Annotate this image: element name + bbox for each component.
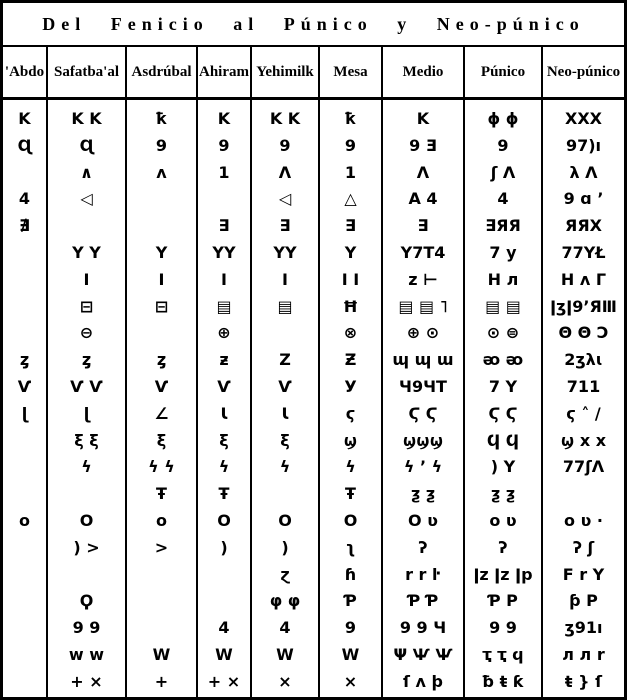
glyph-cell-r9-c1 (3, 320, 46, 347)
glyph-cell-r1-c6: ҟ (345, 109, 356, 128)
glyph-cell-r14-c5: ϟ (279, 457, 291, 477)
glyph-cell-r13-c9: ϣ x x (560, 430, 607, 450)
glyph-cell-r13-c7: ϣϣϣ (402, 430, 444, 450)
glyph-cell-r19-c2: Ϙ (79, 591, 94, 611)
glyph-cell-r4-c2: ◁ (80, 189, 93, 209)
glyph-cell-r22-c4: + × (207, 671, 241, 691)
glyph-cell-r21-c6: W (341, 644, 360, 664)
glyph-cell-r10-c4: ƶ (219, 350, 229, 370)
glyph-cell-r18-c2 (48, 562, 125, 589)
glyph-cell-r1-c5: K K (269, 109, 301, 128)
glyph-cell-r3-c2: ∧ (80, 162, 93, 182)
column-header-abdo: 'Abdo (3, 47, 48, 97)
glyph-cell-r14-c1 (3, 454, 46, 481)
glyph-cell-r3-c3: ʌ (156, 162, 167, 182)
glyph-cell-r18-c4 (198, 562, 250, 589)
glyph-cell-r18-c3 (127, 562, 196, 589)
glyph-cell-r17-c3: > (154, 537, 169, 557)
glyph-cell-r3-c4: 1 (218, 162, 230, 182)
glyph-cell-r15-c9 (543, 481, 624, 508)
column-header-ahiram: Ahiram (198, 47, 252, 97)
glyph-cell-r1-c8: ɸ ɸ (487, 109, 519, 128)
glyph-cell-r20-c4: 4 (218, 618, 230, 638)
column-header-safatbaal: Safatba'al (48, 47, 127, 97)
glyph-cell-r20-c8: 9 9 (489, 618, 517, 638)
glyph-cell-r10-c6: Ƶ (344, 350, 357, 370)
glyph-cell-r18-c7: r r ŀ (405, 564, 441, 584)
glyph-cell-r22-c9: ŧ } ſ (564, 671, 603, 691)
glyph-cell-r6-c2: Y Y (72, 242, 101, 262)
glyph-cell-r22-c5: × (278, 671, 292, 691)
title-box (3, 3, 624, 47)
glyph-cell-r8-c8: ▤ ▤ (485, 296, 521, 316)
glyph-cell-r9-c2: ⊖ (79, 323, 94, 343)
glyph-cell-r4-c7: A 4 (408, 189, 438, 209)
glyph-cell-r15-c6: Ŧ (345, 484, 356, 504)
glyph-cell-r16-c9: o ʋ · (564, 510, 603, 530)
glyph-cell-r11-c7: Ч9ЧТ (399, 376, 447, 396)
glyph-cell-r7-c8: H л (487, 269, 519, 289)
glyph-cell-r1-c4: K (217, 109, 231, 128)
glyph-cell-r22-c1 (3, 669, 46, 696)
column-header-yehimilk: Yehimilk (252, 47, 320, 97)
glyph-cell-r13-c5: ξ (280, 430, 290, 450)
glyph-cell-r8-c7: ▤ ▤ ˥ (398, 296, 448, 316)
glyph-cell-r17-c7: ʔ (418, 537, 428, 557)
glyph-cell-r19-c6: Ƥ (344, 591, 357, 611)
glyph-cell-r12-c2: ɭ (83, 403, 90, 423)
glyph-cell-r15-c3: Ŧ (156, 484, 167, 504)
glyph-cell-r8-c6: Ħ (342, 296, 359, 316)
column-header-punico: Púnico (465, 47, 543, 97)
glyph-cell-r20-c6: 9 (344, 618, 357, 638)
glyph-cell-r2-c2: Ɋ (79, 135, 94, 155)
glyph-cell-r8-c3: ⊟ (154, 296, 169, 316)
glyph-cell-r11-c2: Ѵ Ѵ (70, 376, 103, 396)
glyph-cell-r12-c1: ɭ (21, 403, 28, 423)
glyph-column-ahiram (198, 100, 252, 697)
glyph-cell-r6-c3: Y (155, 242, 168, 262)
glyph-cell-r22-c2: + × (70, 671, 103, 691)
glyph-cell-r21-c3: W (152, 644, 171, 664)
glyph-cell-r6-c4: YY (212, 242, 236, 262)
glyph-cell-r4-c1: 4 (18, 189, 31, 209)
glyph-cell-r21-c2: w w (68, 644, 105, 664)
glyph-cell-r5-c6: ∃ (345, 216, 356, 236)
column-header-mesa: Mesa (320, 47, 383, 97)
glyph-cell-r19-c9: ƥ P (569, 591, 598, 611)
glyph-cell-r3-c7: Λ (416, 162, 430, 182)
glyph-cell-r12-c5: Ɩ (281, 403, 289, 423)
glyph-cell-r13-c4: ξ (219, 430, 229, 450)
glyph-column-yehimilk (252, 100, 320, 697)
glyph-cell-r11-c4: Ѵ (217, 376, 231, 396)
glyph-cell-r22-c6: × (343, 671, 358, 691)
glyph-cell-r6-c5: YY (273, 242, 297, 262)
table-title: Del Fenicio al Púnico y Neo-púnico (42, 13, 585, 34)
glyph-cell-r21-c8: ҭ ҭ ϥ (482, 644, 524, 664)
glyph-cell-r1-c9: XXX (564, 109, 602, 128)
glyph-cell-r19-c7: Ƥ Ƥ (407, 591, 439, 611)
glyph-column-asdrbal (127, 100, 198, 697)
glyph-cell-r21-c4: W (215, 644, 233, 664)
glyph-cell-r16-c5: O (278, 510, 292, 530)
glyph-cell-r3-c5: Λ (278, 162, 292, 182)
glyph-cell-r5-c5: ∃ (279, 216, 291, 236)
glyph-cell-r19-c8: Ƥ P (488, 591, 518, 611)
glyph-column-pnico (465, 100, 543, 697)
glyph-cell-r1-c1: K (18, 109, 31, 128)
glyph-cell-r19-c4 (198, 588, 250, 615)
glyph-cell-r18-c8: ǀz ǀz ǀp (473, 564, 533, 584)
glyph-cell-r9-c9: Θ Θ Ɔ (558, 323, 609, 343)
glyph-cell-r5-c3 (127, 213, 196, 240)
glyph-cell-r17-c6: ʅ (345, 537, 356, 557)
glyph-cell-r3-c9: λ Λ (569, 162, 598, 182)
glyph-cell-r9-c4: ⊕ (217, 323, 231, 343)
glyph-cell-r13-c2: ξ ξ (74, 430, 99, 450)
glyph-cell-r14-c6: ϟ (345, 457, 356, 477)
column-header-medio: Medio (383, 47, 465, 97)
glyph-cell-r2-c8: 9 (497, 135, 509, 155)
glyph-cell-r4-c4 (198, 186, 250, 213)
glyph-cell-r10-c3: ȥ (156, 350, 167, 370)
glyph-cell-r15-c5 (252, 481, 318, 508)
glyph-cell-r14-c3: ϟ ϟ (148, 457, 175, 477)
glyph-cell-r15-c1 (3, 481, 46, 508)
glyph-cell-r1-c2: K K (71, 109, 102, 128)
glyph-cell-r15-c7: ƺ ƺ (410, 484, 436, 504)
glyph-cell-r20-c3 (127, 615, 196, 642)
column-header-row (3, 47, 624, 100)
glyph-cell-r13-c6: ϣ (343, 430, 358, 450)
glyph-cell-r20-c7: 9 9 Ч (399, 618, 447, 638)
glyph-cell-r16-c6: O (343, 510, 358, 530)
glyph-cell-r6-c9: 77YŁ (561, 242, 606, 262)
glyph-cell-r6-c6: Y (344, 242, 357, 262)
glyph-cell-r15-c4: Ŧ (218, 484, 230, 504)
glyph-cell-r18-c6: ɦ (344, 564, 357, 584)
glyph-cell-r20-c1 (3, 615, 46, 642)
glyph-cell-r13-c3: ξ (156, 430, 167, 450)
glyph-cell-r5-c2 (48, 213, 125, 240)
glyph-cell-r16-c7: O ʋ (408, 510, 438, 530)
glyph-cell-r15-c8: ƺ ƺ (490, 484, 516, 504)
glyph-cell-r2-c4: 9 (218, 135, 230, 155)
glyph-cell-r7-c9: H ʌ Γ (560, 269, 607, 289)
column-header-asdrubal: Asdrúbal (127, 47, 198, 97)
glyph-cell-r7-c1 (3, 267, 46, 294)
glyph-cell-r1-c3: ҟ (156, 109, 167, 128)
glyph-cell-r5-c8: ∃ЯЯ (485, 216, 521, 236)
glyph-cell-r16-c1: o (19, 510, 30, 530)
glyph-cell-r7-c7: z ⊢ (408, 269, 438, 289)
glyph-cell-r2-c5: 9 (279, 135, 291, 155)
glyph-cell-r12-c3: ∠ (154, 403, 169, 423)
glyph-cell-r4-c3 (127, 186, 196, 213)
glyph-cell-r7-c5: I (282, 269, 288, 289)
glyph-cell-r18-c1 (3, 562, 46, 589)
glyph-cell-r5-c7: ∃ (417, 216, 429, 236)
glyph-cell-r3-c8: ʃ Λ (490, 162, 516, 182)
glyph-cell-r2-c7: 9 Ǝ (409, 135, 437, 155)
glyph-cell-r17-c4: ) (220, 537, 228, 557)
glyph-cell-r18-c9: F r Y (562, 564, 605, 584)
glyph-cell-r20-c9: ʒ91ı (564, 618, 603, 638)
glyph-cell-r16-c8: o ʋ (489, 510, 517, 530)
glyph-cell-r7-c4: I (221, 269, 227, 289)
glyph-cell-r10-c8: ᴔ ᴔ (482, 350, 524, 370)
glyph-cell-r7-c6: I I (341, 269, 360, 289)
glyph-column-mesa (320, 100, 383, 697)
glyph-cell-r14-c7: ϟ ʼ ϟ (403, 457, 443, 477)
glyph-cell-r17-c5: ) (281, 537, 289, 557)
glyph-cell-r9-c7: ⊕ ⊙ (406, 323, 440, 343)
glyph-cell-r4-c6: △ (344, 189, 357, 209)
glyph-column-neopnico (543, 100, 624, 697)
glyph-cell-r2-c1: Ɋ (17, 135, 32, 155)
glyph-cell-r8-c9: ǀʒǀ9ʼЯⅢ (550, 296, 617, 316)
glyph-cell-r21-c5: W (276, 644, 294, 664)
glyph-cell-r16-c2: O (79, 510, 94, 530)
glyph-cell-r17-c9: ʔ ʃ (572, 537, 595, 557)
glyph-cell-r17-c2: ) > (73, 537, 100, 557)
glyph-cell-r22-c3: + (154, 671, 169, 691)
glyph-cell-r14-c4: ϟ (218, 457, 230, 477)
glyph-cell-r14-c8: ) Y (490, 457, 516, 477)
glyph-cell-r19-c1 (3, 588, 46, 615)
glyph-cell-r8-c2: ⊟ (79, 296, 94, 316)
glyph-cell-r4-c5: ◁ (278, 189, 292, 209)
glyph-cell-r11-c1: Ѵ (17, 376, 32, 396)
glyph-cell-r2-c6: 9 (344, 135, 357, 155)
glyph-cell-r13-c1 (3, 428, 46, 455)
glyph-cell-r12-c4: Ɩ (220, 403, 228, 423)
glyph-cell-r22-c8: ƀ ŧ ƙ (482, 671, 524, 691)
glyph-cell-r5-c1: ∄ (19, 216, 30, 236)
glyph-cell-r11-c5: Ѵ (278, 376, 292, 396)
glyph-cell-r6-c7: Y7T4 (400, 242, 446, 262)
glyph-cell-r8-c1 (3, 294, 46, 321)
glyph-cell-r10-c5: Z (279, 350, 291, 370)
glyph-cell-r10-c9: 2ʒλɩ (564, 350, 603, 370)
glyph-column-medio (383, 100, 465, 697)
glyph-cell-r12-c8: Ϛ Ϛ (488, 403, 518, 423)
glyph-cell-r17-c1 (3, 535, 46, 562)
glyph-cell-r16-c4: O (217, 510, 231, 530)
glyph-cell-r7-c2: I (83, 269, 90, 289)
glyph-cell-r4-c9: 9 ɑ ʼ (563, 189, 604, 209)
column-header-neopunico: Neo-púnico (546, 63, 621, 80)
glyph-cell-r12-c9: ϛ ˄ / (566, 403, 601, 423)
glyph-column-safatbaal (48, 100, 127, 697)
glyph-cell-r6-c8: 7 y (489, 242, 517, 262)
glyph-cell-r21-c1 (3, 642, 46, 669)
glyph-cell-r5-c4: ∃ (218, 216, 230, 236)
glyph-cell-r4-c8: 4 (497, 189, 509, 209)
glyph-cell-r6-c1 (3, 240, 46, 267)
glyph-cell-r7-c3: I (158, 269, 165, 289)
glyph-grid (3, 100, 624, 697)
glyph-cell-r10-c2: ȥ (81, 350, 92, 370)
glyph-cell-r10-c1: ȥ (19, 350, 30, 370)
glyph-cell-r8-c4: ▤ (216, 296, 232, 316)
glyph-cell-r8-c5: ▤ (277, 296, 293, 316)
glyph-cell-r11-c9: 711 (566, 376, 601, 396)
glyph-cell-r9-c6: ⊗ (343, 323, 358, 343)
glyph-cell-r18-c5: ɀ (280, 564, 290, 584)
glyph-cell-r14-c9: 77ʃΛ (562, 457, 605, 477)
glyph-cell-r3-c1 (3, 160, 46, 187)
glyph-cell-r21-c9: л л r (562, 644, 605, 664)
glyph-cell-r20-c5: 4 (279, 618, 291, 638)
glyph-cell-r2-c3: 9 (155, 135, 168, 155)
glyph-cell-r21-c7: Ψ Ѱ Ѱ (393, 644, 453, 664)
glyph-column-abdo (3, 100, 48, 697)
glyph-cell-r13-c8: Ϥ Ϥ (486, 430, 520, 450)
glyph-cell-r19-c3 (127, 588, 196, 615)
glyph-cell-r11-c6: У (344, 376, 357, 396)
glyph-cell-r22-c7: ſ ʌ þ (403, 671, 443, 691)
glyph-cell-r11-c8: 7 Y (488, 376, 518, 396)
glyph-cell-r3-c6: 1 (344, 162, 357, 182)
glyph-cell-r2-c9: 97)ı (565, 135, 602, 155)
glyph-cell-r9-c5 (252, 320, 318, 347)
glyph-cell-r9-c8: ⊙ ⊜ (486, 323, 520, 343)
glyph-cell-r16-c3: o (156, 510, 167, 530)
glyph-cell-r19-c5: φ φ (269, 591, 301, 611)
glyph-cell-r9-c3 (127, 320, 196, 347)
glyph-cell-r10-c7: ɰ ɰ ɯ (392, 350, 454, 370)
glyph-cell-r15-c2 (48, 481, 125, 508)
glyph-cell-r5-c9: ЯЯX (565, 216, 602, 236)
glyph-cell-r20-c2: 9 9 (72, 618, 101, 638)
glyph-cell-r17-c8: ʔ (498, 537, 508, 557)
glyph-cell-r12-c7: Ϛ Ϛ (408, 403, 438, 423)
glyph-cell-r14-c2: ϟ (81, 457, 92, 477)
glyph-cell-r11-c3: Ѵ (154, 376, 169, 396)
glyph-cell-r1-c7: K (416, 109, 430, 128)
glyph-cell-r12-c6: ϛ (345, 403, 356, 423)
